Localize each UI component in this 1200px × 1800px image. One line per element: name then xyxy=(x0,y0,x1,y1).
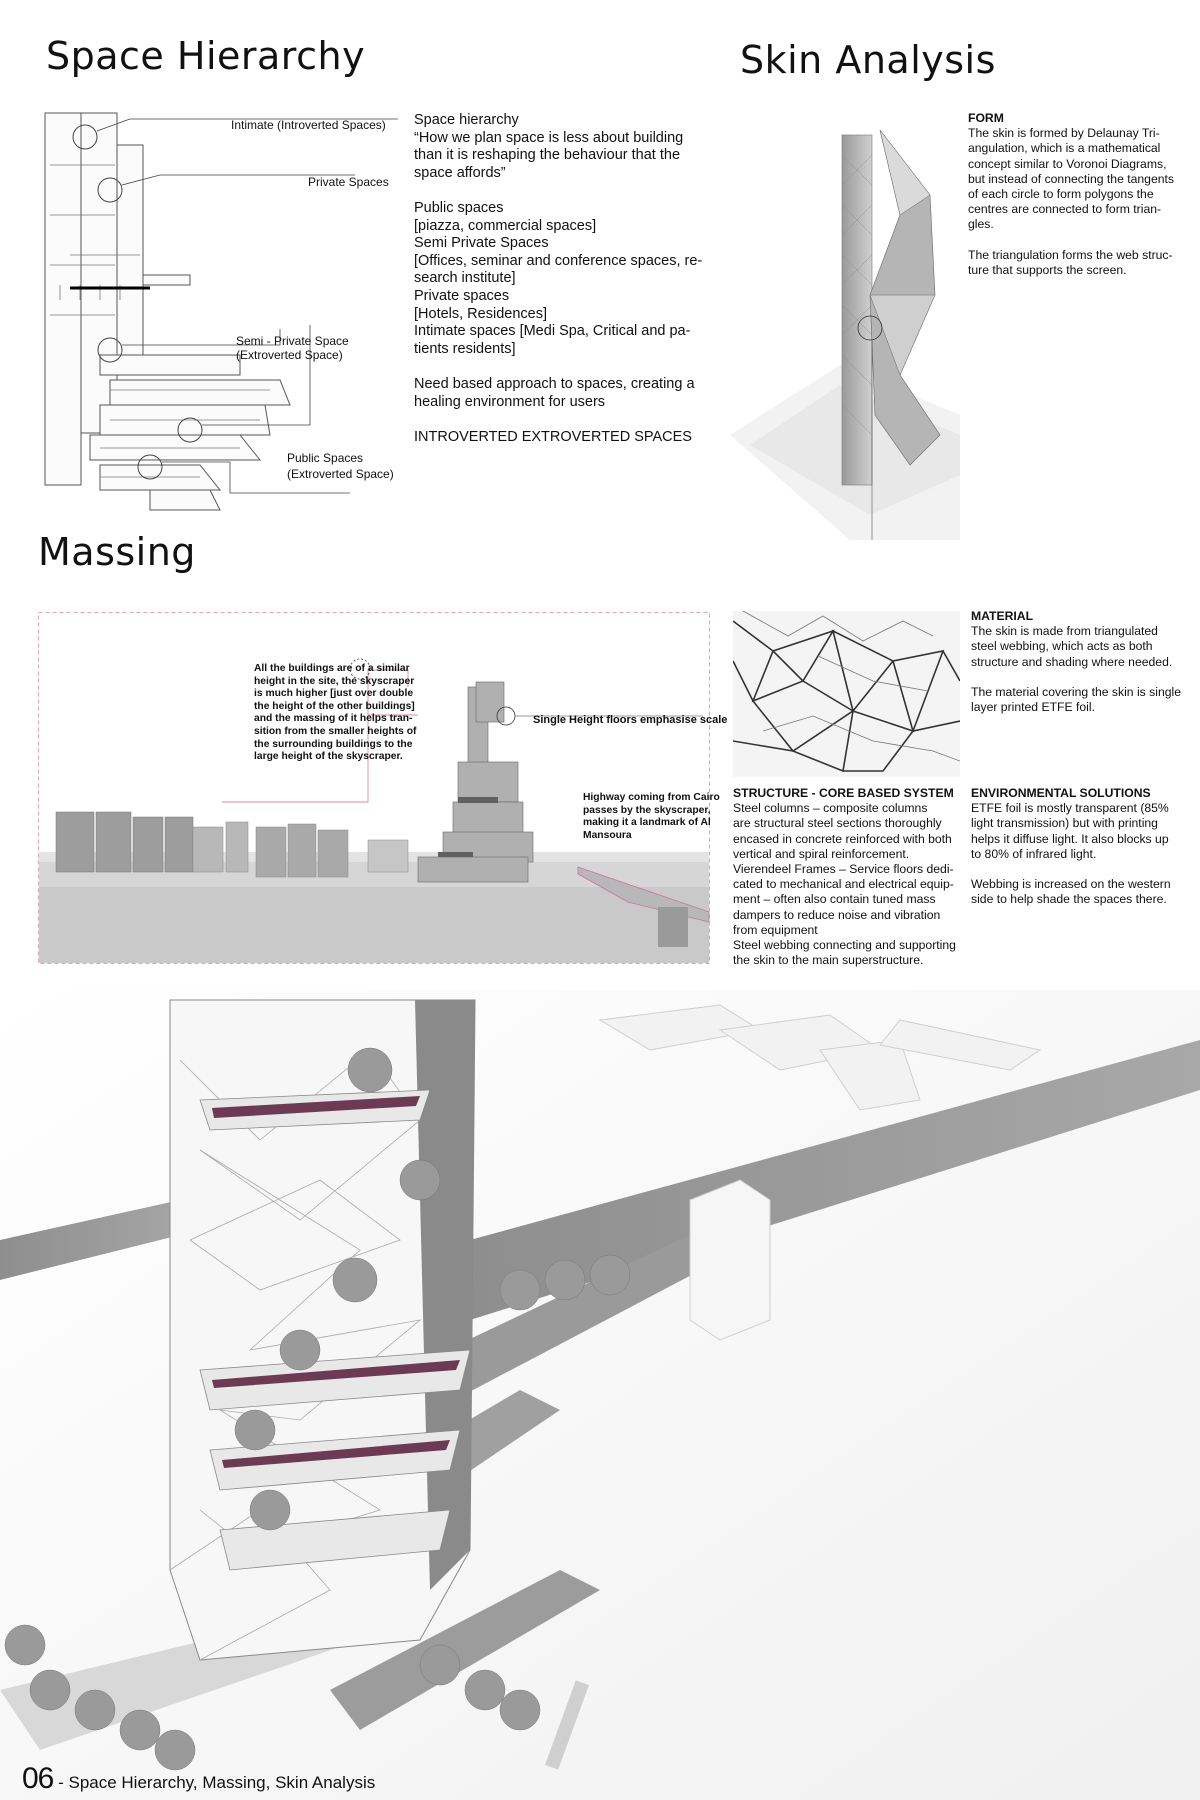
page-footer xyxy=(22,1762,375,1796)
massing-note-line: height in the site, the skyscraper xyxy=(254,675,415,687)
environmental-heading: ENVIRONMENTAL SOLUTIONS xyxy=(971,786,1151,800)
label-semi-private-space: Semi - Private Space xyxy=(236,334,349,348)
structure-description xyxy=(733,786,969,968)
tower-axonometric-render xyxy=(0,990,1200,1800)
structure-heading: STRUCTURE - CORE BASED SYSTEM xyxy=(733,786,954,800)
label-public-spaces: Public Spaces xyxy=(287,451,364,465)
form-line: concept similar to Voronoi Diagrams, xyxy=(968,156,1167,171)
structure-line: are structural steel sections thoroughly xyxy=(733,816,942,831)
structure-line: Vierendeel Frames – Service floors dedi- xyxy=(733,862,954,877)
environmental-line: side to help shade the spaces there. xyxy=(971,892,1167,907)
structure-line: vertical and spiral reinforcement. xyxy=(733,846,910,861)
form-line: but instead of connecting the tangents xyxy=(968,171,1174,186)
skin-form-render xyxy=(730,115,960,540)
massing-note-line: the surrounding buildings to the xyxy=(254,738,413,750)
form-line: centres are connected to form trian- xyxy=(968,202,1162,217)
space-hierarchy-text-line: Semi Private Spaces xyxy=(414,235,549,252)
environmental-line: Webbing is increased on the western xyxy=(971,877,1171,892)
form-heading: FORM xyxy=(968,111,1004,125)
material-line xyxy=(971,670,1196,685)
skin-analysis-heading: Skin Analysis xyxy=(740,38,996,82)
form-line: The triangulation forms the web struc- xyxy=(968,247,1173,262)
massing-note-line: and the massing of it helps tran- xyxy=(254,713,413,725)
material-line: steel webbing, which acts as both xyxy=(971,639,1153,654)
space-hierarchy-text-line: Public spaces xyxy=(414,199,504,216)
structure-line: ment – often also contain tuned mass xyxy=(733,892,936,907)
structure-line: Steel webbing connecting and supporting xyxy=(733,938,956,953)
space-hierarchy-text-line: [piazza, commercial spaces] xyxy=(414,217,597,234)
highway-note-line: making it a landmark of Al xyxy=(583,817,711,829)
material-heading: MATERIAL xyxy=(971,609,1034,623)
form-line: ture that supports the screen. xyxy=(968,263,1127,278)
structure-line: dampers to reduce noise and vibration xyxy=(733,907,941,922)
material-description xyxy=(971,609,1196,715)
material-line: The material covering the skin is single xyxy=(971,685,1181,699)
structure-line: encased in concrete reinforced with both xyxy=(733,831,952,846)
form-line: angulation, which is a mathematical xyxy=(968,141,1161,156)
space-hierarchy-text-line: [Hotels, Residences] xyxy=(414,305,547,322)
environmental-description xyxy=(971,786,1196,908)
space-hierarchy-text-line: space affords” xyxy=(414,164,506,181)
highway-note-line: Mansoura xyxy=(583,829,632,841)
environmental-line: light transmission) but with printing xyxy=(971,816,1158,831)
page-title: - Space Hierarchy, Massing, Skin Analysis xyxy=(53,1773,376,1792)
space-hierarchy-text-line: Need based approach to spaces, creating a xyxy=(414,375,695,392)
single-height-label: Single Height floors emphasise scale xyxy=(533,714,728,726)
massing-heading: Massing xyxy=(38,530,196,574)
space-hierarchy-text-line: [Offices, seminar and conference spaces, re- xyxy=(414,252,703,269)
space-hierarchy-text-line: search institute] xyxy=(414,270,516,287)
material-line: structure and shading where needed. xyxy=(971,654,1173,669)
massing-note-line: the height of the other buildings] xyxy=(254,700,415,712)
space-hierarchy-text-line: Space hierarchy xyxy=(414,112,519,128)
massing-note-line: All the buildings are of a similar xyxy=(254,663,410,674)
highway-note-line: Highway coming from Cairo xyxy=(583,792,720,803)
massing-note-line: large height of the skyscraper. xyxy=(254,751,403,763)
material-line: layer printed ETFE foil. xyxy=(971,700,1095,715)
form-line: gles. xyxy=(968,217,994,232)
highway-note-line: passes by the skyscraper, xyxy=(583,804,711,816)
massing-note-line: sition from the smaller heights of xyxy=(254,725,417,737)
material-line: The skin is made from triangulated xyxy=(971,624,1158,639)
structure-line: the skin to the main superstructure. xyxy=(733,953,924,968)
space-hierarchy-text-line xyxy=(414,411,724,429)
label-public-extroverted: (Extroverted Space) xyxy=(287,467,394,481)
space-hierarchy-text-line xyxy=(414,182,724,200)
structure-line: from equipment xyxy=(733,922,818,937)
environmental-line: helps it diffuse light. It also blocks up xyxy=(971,831,1169,846)
space-hierarchy-text-line: Private spaces xyxy=(414,287,510,304)
environmental-line: ETFE foil is mostly transparent (85% xyxy=(971,801,1169,816)
label-intimate-spaces: Intimate (Introverted Spaces) xyxy=(231,118,386,132)
steel-webbing-render xyxy=(733,611,960,777)
space-hierarchy-text-line xyxy=(414,358,724,376)
space-hierarchy-text-line: Intimate spaces [Medi Spa, Critical and pa- xyxy=(414,323,691,340)
space-hierarchy-heading: Space Hierarchy xyxy=(46,34,366,78)
environmental-line: to 80% of infrared light. xyxy=(971,846,1097,861)
massing-note-line: is much higher [just over double xyxy=(254,688,414,700)
space-hierarchy-description xyxy=(414,112,724,446)
space-hierarchy-text-line: INTROVERTED EXTROVERTED SPACES xyxy=(414,428,692,445)
structure-line: cated to mechanical and electrical equip- xyxy=(733,877,954,892)
label-semi-private-extroverted: (Extroverted Space) xyxy=(236,348,343,362)
highway-note xyxy=(583,792,723,842)
form-line: The skin is formed by Delaunay Tri- xyxy=(968,126,1160,141)
space-hierarchy-text-line: healing environment for users xyxy=(414,393,606,410)
environmental-line xyxy=(971,862,1196,877)
space-hierarchy-text-line: than it is reshaping the behaviour that the xyxy=(414,147,681,164)
form-line xyxy=(968,233,1193,248)
page-number: 06 xyxy=(22,1762,54,1795)
space-hierarchy-text-line: “How we plan space is less about building xyxy=(414,129,684,146)
structure-line: Steel columns – composite columns xyxy=(733,801,928,816)
label-private-spaces: Private Spaces xyxy=(308,175,389,189)
form-line: of each circle to form polygons the xyxy=(968,187,1154,202)
massing-note xyxy=(254,663,424,764)
form-description xyxy=(968,111,1193,278)
space-hierarchy-text-line: tients residents] xyxy=(414,340,516,357)
